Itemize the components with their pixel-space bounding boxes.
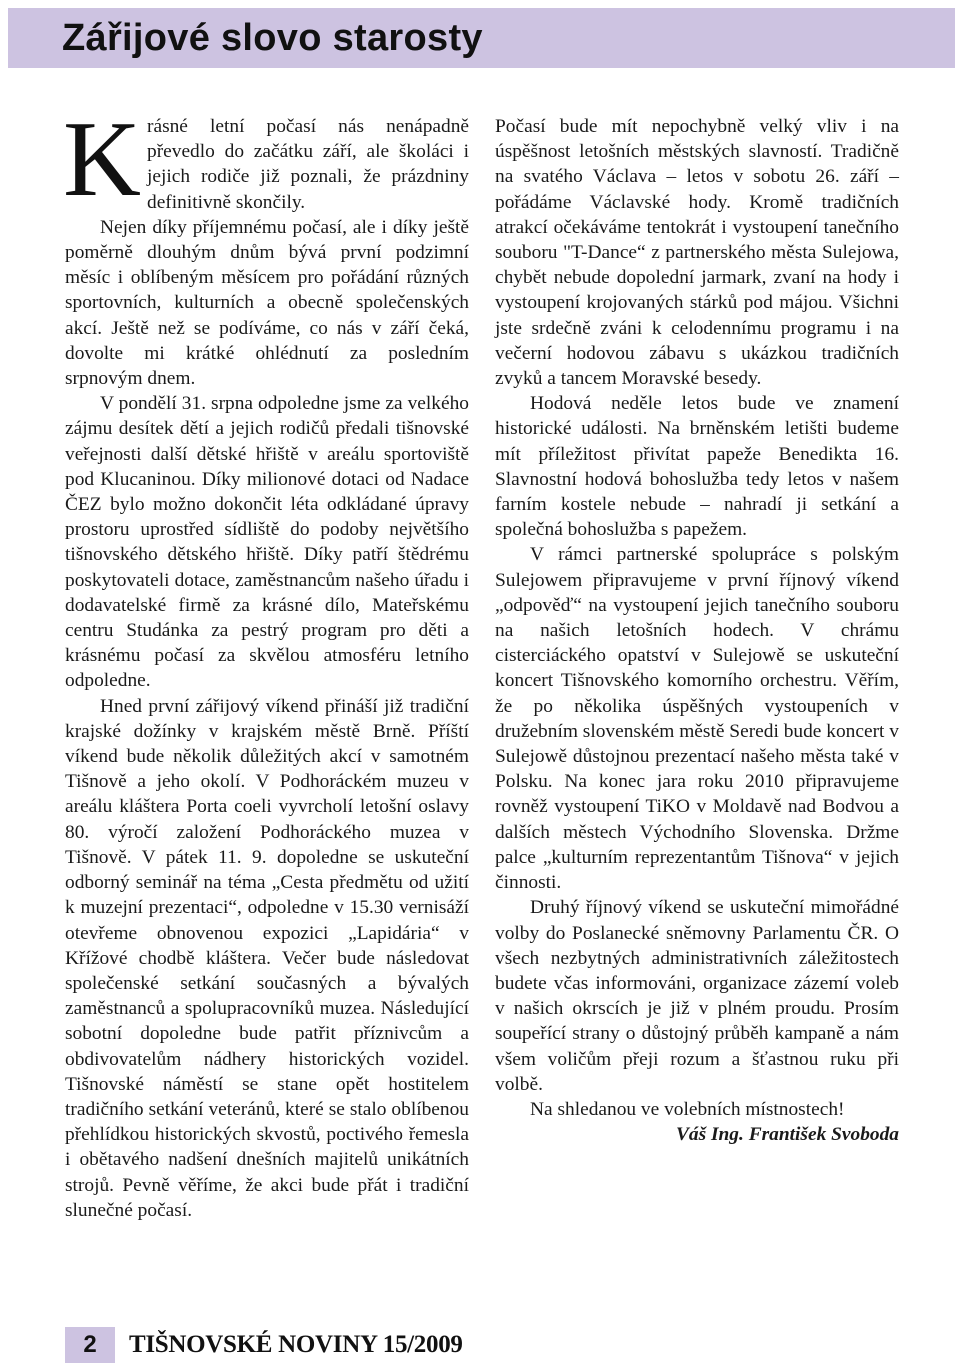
page-title: Zářijové slovo starosty <box>62 17 483 59</box>
title-band <box>8 8 955 68</box>
article-paragraph <box>63 100 469 219</box>
article-left-column <box>63 100 469 1223</box>
paragraph-text: rásné letní počasí nás nenápadně převedlo do začátku září, ale školáci i jejich rodiče již poznali, že prázdniny definitivně skončily. <box>147 116 469 213</box>
article-paragraph: Nejen díky příjemnému počasí, ale i díky ještě poměrně dlouhým dnům bývá první podzimní měsíc i oblíbeným měsícem pro pořádání různých sportovních, kulturních a obecně společenských akcí. Ještě než se podíváme, co nás v září čeká, dovolte mi krátké ohlédnutí za posledním srpnovým dnem. <box>65 216 469 390</box>
signature: Váš Ing. František Svoboda <box>675 1124 899 1146</box>
article-paragraph: Druhý říjnový víkend se uskuteční mimořádné volby do Poslanecké sněmovny Parlamentu ČR. O všech nezbytných administrativních záležitostech budete včas informováni, organizace zázemí voleb v našich okrscích je již v plném proudu. Prosím soupeřící strany o důstojný průběh kampaně a nám všem voličům přeji rozum a šťastnou ruku při volbě. <box>495 897 899 1095</box>
article-paragraph: V rámci partnerské spolupráce s polským Sulejowem připravujeme v první říjnový víkend „odpověď“ na vystoupení jejich tanečního souboru na našich letošních hodech. V chrámu cisterciáckého opatství v Sulejowě se uskuteční koncert Tišnovského komorního orchestru. Věřím, že po několika úspěšných vystoupeních v družebním slovenském městě Seredi bude koncert v Sulejowě důstojnou prezentací našeho města také v Polsku. Na konec jara roku 2010 připravujeme rovněž vystoupení TiKO v Moldavě nad Bodvou a dalších městech Východního Slovenska. Držme palce „kulturním reprezentantům Tišnova“ v jejich činnosti. <box>495 544 899 894</box>
page-number: 2 <box>65 1327 115 1363</box>
article-paragraph: Hned první zářijový víkend přináší již tradiční krajské dožínky v krajském městě Brně. Příští víkend bude několik důležitých akcí v samotném Tišnově a jeho okolí. V Podhoráckém muzeu v areálu kláštera Porta coeli vyvrcholí letošní oslavy 80. výročí založení Podhoráckého muzea v Tišnově. V pátek 11. 9. dopoledne se uskuteční odborný seminář na téma „Cesta předmětu od užití k muzejní prezentaci“, odpoledne v 15.30 vernisáží otevřeme obnovenou expozici „Lapidária“ v Křížové chodbě kláštera. Večer bude následovat společenské setkání současných a bývalých zaměstnanců a spolupracovníků muzea. Následující sobotní dopoledne bude patřit příznivcům a obdivovatelům nádhery historických vozidel. Tišnovské náměstí se stane opět hostitelem tradičního setkání veteránů, které se stalo oblíbenou přehlídkou historických skvostů, poctivého řemesla i obětavého nadšení dnešních majitelů unikátních strojů. Pevně věříme, že akci bude přát i tradiční slunečné počasí. <box>65 695 469 1221</box>
publication-name: TIŠNOVSKÉ NOVINY 15/2009 <box>129 1331 463 1358</box>
article-paragraph: V pondělí 31. srpna odpoledne jsme za velkého zájmu desítek dětí a jejich rodičů předali tišnovské veřejnosti další dětské hřiště v areálu sportoviště pod Klucaninou. Díky milionové dotaci od Nadace ČEZ bylo možno dokončit léta odkládané úpravy prostoru uprostřed sídliště do podoby největšího tišnovského dětského hřiště. Díky patří štědrému poskytovateli dotace, zaměstnancům našeho úřadu i dodavatelské firmě za krásné dílo, Mateřskému centru Studánka za pestrý program pro děti a krásnému počasí za skvělou atmosféru letního odpoledne. <box>65 393 469 692</box>
drop-cap: K <box>63 100 141 219</box>
closing-line: Na shledanou ve volebních místnostech! <box>530 1098 845 1120</box>
article-paragraph: Počasí bude mít nepochybně velký vliv i na úspěšnost letošních městských slavností. Tradičně na svatého Václava – letos v sobotu 26. září – pořádáme Václavské hody. Kromě tradičních atrakcí očekáváme tentokrát i vystoupení tanečního souboru "T-Dance“ z partnerského města Sulejowa, chybět nebude dopolední jarmark, zvaní na hody i vystoupení krojovaných stárků pod májou. Všichni jste srdečně zváni k celodennímu programu i na večerní hodovou zábavu s ukázkou tradičních zvyků a tancem Moravské besedy. <box>495 116 899 390</box>
page-footer <box>65 1327 463 1363</box>
article-right-column <box>495 114 899 1147</box>
article-paragraph: Hodová neděle letos bude ve znamení historické události. Na brněnském letišti budeme mít příležitost přivítat papeže Benedikta 16. Slavnostní hodová bohoslužba tedy letos v našem farním kostele nebude – nahradí ji setkání a společná bohoslužba s papežem. <box>495 393 899 541</box>
